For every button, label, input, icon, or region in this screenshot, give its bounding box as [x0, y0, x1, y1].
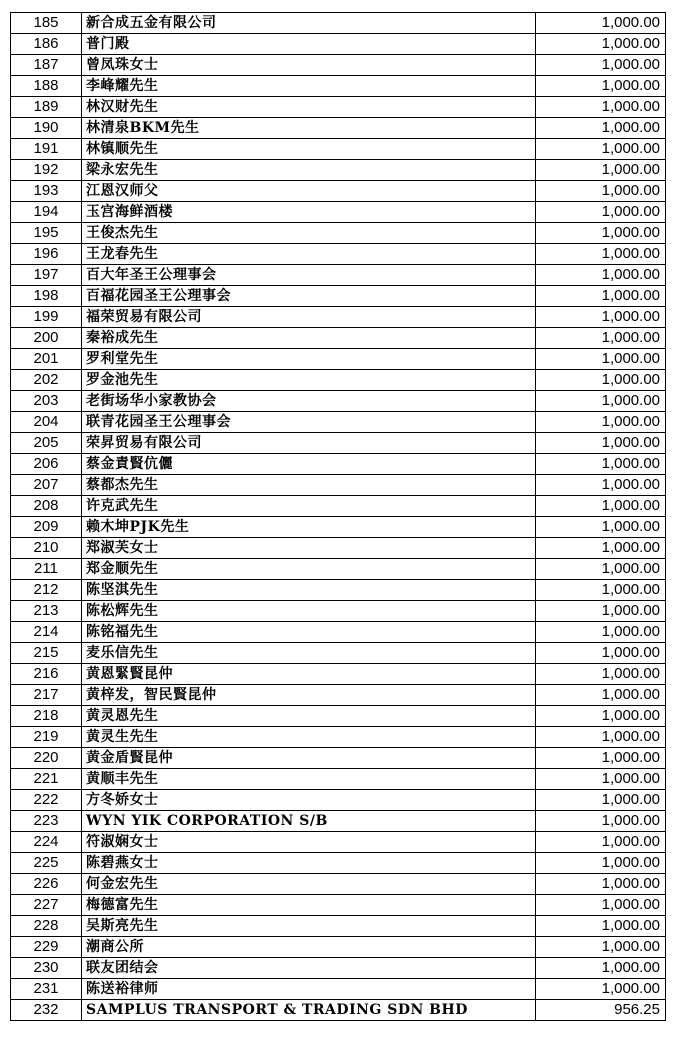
row-number: 194: [11, 202, 82, 223]
table-row: [11, 979, 666, 1000]
table-row: [11, 559, 666, 580]
donor-name: 黄灵生先生: [82, 727, 536, 748]
donor-name: 陈铭福先生: [82, 622, 536, 643]
donation-amount: 1,000.00: [536, 769, 666, 790]
donor-name: 吴斯亮先生: [82, 916, 536, 937]
table-row: [11, 433, 666, 454]
table-row: [11, 181, 666, 202]
donor-name: 曾凤珠女士: [82, 55, 536, 76]
row-number: 230: [11, 958, 82, 979]
donor-name: 江恩汉师父: [82, 181, 536, 202]
table-row: [11, 160, 666, 181]
table-row: [11, 412, 666, 433]
table-row: [11, 790, 666, 811]
table-row: [11, 895, 666, 916]
row-number: 204: [11, 412, 82, 433]
table-row: [11, 370, 666, 391]
row-number: 193: [11, 181, 82, 202]
row-number: 209: [11, 517, 82, 538]
row-number: 216: [11, 664, 82, 685]
donation-amount: 1,000.00: [536, 895, 666, 916]
donor-name: WYN YIK CORPORATION S/B: [82, 811, 536, 832]
donor-name: 麦乐信先生: [82, 643, 536, 664]
row-number: 220: [11, 748, 82, 769]
donation-amount: 1,000.00: [536, 412, 666, 433]
donation-amount: 1,000.00: [536, 601, 666, 622]
donation-amount: 1,000.00: [536, 475, 666, 496]
row-number: 226: [11, 874, 82, 895]
donation-amount: 1,000.00: [536, 223, 666, 244]
donor-name: 罗利堂先生: [82, 349, 536, 370]
row-number: 210: [11, 538, 82, 559]
table-row: [11, 139, 666, 160]
table-row: [11, 811, 666, 832]
row-number: 188: [11, 76, 82, 97]
row-number: 229: [11, 937, 82, 958]
donation-amount: 1,000.00: [536, 307, 666, 328]
donation-amount: 1,000.00: [536, 643, 666, 664]
row-number: 221: [11, 769, 82, 790]
row-number: 197: [11, 265, 82, 286]
donation-amount: 1,000.00: [536, 370, 666, 391]
table-row: [11, 34, 666, 55]
row-number: 207: [11, 475, 82, 496]
row-number: 222: [11, 790, 82, 811]
row-number: 200: [11, 328, 82, 349]
donation-amount: 1,000.00: [536, 916, 666, 937]
table-row: [11, 475, 666, 496]
row-number: 196: [11, 244, 82, 265]
table-row: [11, 328, 666, 349]
donor-name: 秦裕成先生: [82, 328, 536, 349]
row-number: 202: [11, 370, 82, 391]
donation-amount: 956.25: [536, 1000, 666, 1021]
table-row: [11, 391, 666, 412]
donor-name: 郑淑芙女士: [82, 538, 536, 559]
donation-amount: 1,000.00: [536, 811, 666, 832]
donation-amount: 1,000.00: [536, 55, 666, 76]
table-row: [11, 307, 666, 328]
donation-amount: 1,000.00: [536, 97, 666, 118]
donor-name: 黄顺丰先生: [82, 769, 536, 790]
donor-name: 许克武先生: [82, 496, 536, 517]
donation-amount: 1,000.00: [536, 727, 666, 748]
table-row: [11, 244, 666, 265]
table-row: [11, 874, 666, 895]
donor-name: 罗金池先生: [82, 370, 536, 391]
donation-amount: 1,000.00: [536, 874, 666, 895]
row-number: 192: [11, 160, 82, 181]
row-number: 215: [11, 643, 82, 664]
table-row: [11, 13, 666, 34]
donation-amount: 1,000.00: [536, 13, 666, 34]
donor-name: 潮商公所: [82, 937, 536, 958]
row-number: 206: [11, 454, 82, 475]
donor-name: 陈坚淇先生: [82, 580, 536, 601]
row-number: 231: [11, 979, 82, 1000]
row-number: 211: [11, 559, 82, 580]
donor-list-table: [10, 12, 666, 1021]
donor-name: 梅德富先生: [82, 895, 536, 916]
table-row: [11, 580, 666, 601]
table-row: [11, 916, 666, 937]
donation-amount: 1,000.00: [536, 538, 666, 559]
table-row: [11, 643, 666, 664]
table-row: [11, 118, 666, 139]
donor-name: 李峰耀先生: [82, 76, 536, 97]
row-number: 203: [11, 391, 82, 412]
donation-amount: 1,000.00: [536, 76, 666, 97]
donation-amount: 1,000.00: [536, 391, 666, 412]
table-row: [11, 748, 666, 769]
donor-name: 何金宏先生: [82, 874, 536, 895]
row-number: 217: [11, 685, 82, 706]
donor-name: 百大年圣王公理事会: [82, 265, 536, 286]
row-number: 191: [11, 139, 82, 160]
donor-name: 陈松辉先生: [82, 601, 536, 622]
donor-name: 林镇顺先生: [82, 139, 536, 160]
row-number: 190: [11, 118, 82, 139]
row-number: 198: [11, 286, 82, 307]
donation-amount: 1,000.00: [536, 139, 666, 160]
donation-amount: 1,000.00: [536, 118, 666, 139]
donation-amount: 1,000.00: [536, 328, 666, 349]
donation-amount: 1,000.00: [536, 853, 666, 874]
table-row: [11, 349, 666, 370]
donor-name: 福荣贸易有限公司: [82, 307, 536, 328]
table-row: [11, 601, 666, 622]
donation-amount: 1,000.00: [536, 580, 666, 601]
donor-name: 陈碧燕女士: [82, 853, 536, 874]
row-number: 219: [11, 727, 82, 748]
donor-name: 陈送裕律师: [82, 979, 536, 1000]
row-number: 225: [11, 853, 82, 874]
donation-amount: 1,000.00: [536, 748, 666, 769]
donation-amount: 1,000.00: [536, 622, 666, 643]
donation-amount: 1,000.00: [536, 937, 666, 958]
donation-amount: 1,000.00: [536, 433, 666, 454]
donor-name: 林清泉BKM先生: [82, 118, 536, 139]
donor-name: 郑金顺先生: [82, 559, 536, 580]
donor-name: 赖木坤PJK先生: [82, 517, 536, 538]
row-number: 199: [11, 307, 82, 328]
donor-name: 方冬娇女士: [82, 790, 536, 811]
row-number: 185: [11, 13, 82, 34]
row-number: 224: [11, 832, 82, 853]
table-row: [11, 97, 666, 118]
donation-amount: 1,000.00: [536, 790, 666, 811]
row-number: 189: [11, 97, 82, 118]
row-number: 186: [11, 34, 82, 55]
table-row: [11, 223, 666, 244]
donor-name: 百福花园圣王公理事会: [82, 286, 536, 307]
table-row: [11, 265, 666, 286]
donor-name: 蔡都杰先生: [82, 475, 536, 496]
donation-amount: 1,000.00: [536, 349, 666, 370]
donation-amount: 1,000.00: [536, 160, 666, 181]
donor-name: 王龙春先生: [82, 244, 536, 265]
table-row: [11, 1000, 666, 1021]
row-number: 187: [11, 55, 82, 76]
table-row: [11, 853, 666, 874]
donor-list-body: [11, 13, 666, 1021]
donation-amount: 1,000.00: [536, 202, 666, 223]
donor-name: 黄金盾賢昆仲: [82, 748, 536, 769]
donation-amount: 1,000.00: [536, 286, 666, 307]
donor-name: 新合成五金有限公司: [82, 13, 536, 34]
table-row: [11, 958, 666, 979]
table-row: [11, 664, 666, 685]
donation-amount: 1,000.00: [536, 496, 666, 517]
table-row: [11, 622, 666, 643]
donation-amount: 1,000.00: [536, 34, 666, 55]
donor-name: 玉宫海鲜酒楼: [82, 202, 536, 223]
donation-amount: 1,000.00: [536, 832, 666, 853]
donor-name: 王俊杰先生: [82, 223, 536, 244]
row-number: 228: [11, 916, 82, 937]
row-number: 208: [11, 496, 82, 517]
donor-name: 联友团结会: [82, 958, 536, 979]
table-row: [11, 538, 666, 559]
table-row: [11, 454, 666, 475]
donation-amount: 1,000.00: [536, 685, 666, 706]
donor-name: 黄灵恩先生: [82, 706, 536, 727]
table-row: [11, 286, 666, 307]
table-row: [11, 202, 666, 223]
donor-name: 普门殿: [82, 34, 536, 55]
donor-name: 黄梓发，智民賢昆仲: [82, 685, 536, 706]
row-number: 212: [11, 580, 82, 601]
table-row: [11, 832, 666, 853]
row-number: 223: [11, 811, 82, 832]
row-number: 205: [11, 433, 82, 454]
table-row: [11, 685, 666, 706]
donor-name: 荣昇贸易有限公司: [82, 433, 536, 454]
donation-amount: 1,000.00: [536, 265, 666, 286]
row-number: 218: [11, 706, 82, 727]
row-number: 227: [11, 895, 82, 916]
donor-name: 黄恩緊賢昆仲: [82, 664, 536, 685]
table-row: [11, 706, 666, 727]
table-row: [11, 727, 666, 748]
donation-amount: 1,000.00: [536, 706, 666, 727]
donor-name: 联青花园圣王公理事会: [82, 412, 536, 433]
donor-name: SAMPLUS TRANSPORT & TRADING SDN BHD: [82, 1000, 536, 1021]
table-row: [11, 769, 666, 790]
donation-amount: 1,000.00: [536, 454, 666, 475]
table-row: [11, 76, 666, 97]
donor-name: 老街场华小家教协会: [82, 391, 536, 412]
table-row: [11, 496, 666, 517]
row-number: 201: [11, 349, 82, 370]
donor-name: 符淑娴女士: [82, 832, 536, 853]
donor-name: 林汉财先生: [82, 97, 536, 118]
row-number: 214: [11, 622, 82, 643]
donation-amount: 1,000.00: [536, 664, 666, 685]
donation-amount: 1,000.00: [536, 979, 666, 1000]
table-row: [11, 937, 666, 958]
donation-amount: 1,000.00: [536, 181, 666, 202]
donation-amount: 1,000.00: [536, 559, 666, 580]
table-row: [11, 517, 666, 538]
table-row: [11, 55, 666, 76]
row-number: 213: [11, 601, 82, 622]
donation-amount: 1,000.00: [536, 958, 666, 979]
donation-amount: 1,000.00: [536, 517, 666, 538]
row-number: 195: [11, 223, 82, 244]
row-number: 232: [11, 1000, 82, 1021]
donation-amount: 1,000.00: [536, 244, 666, 265]
donor-name: 梁永宏先生: [82, 160, 536, 181]
donor-name: 蔡金責賢伉儷: [82, 454, 536, 475]
